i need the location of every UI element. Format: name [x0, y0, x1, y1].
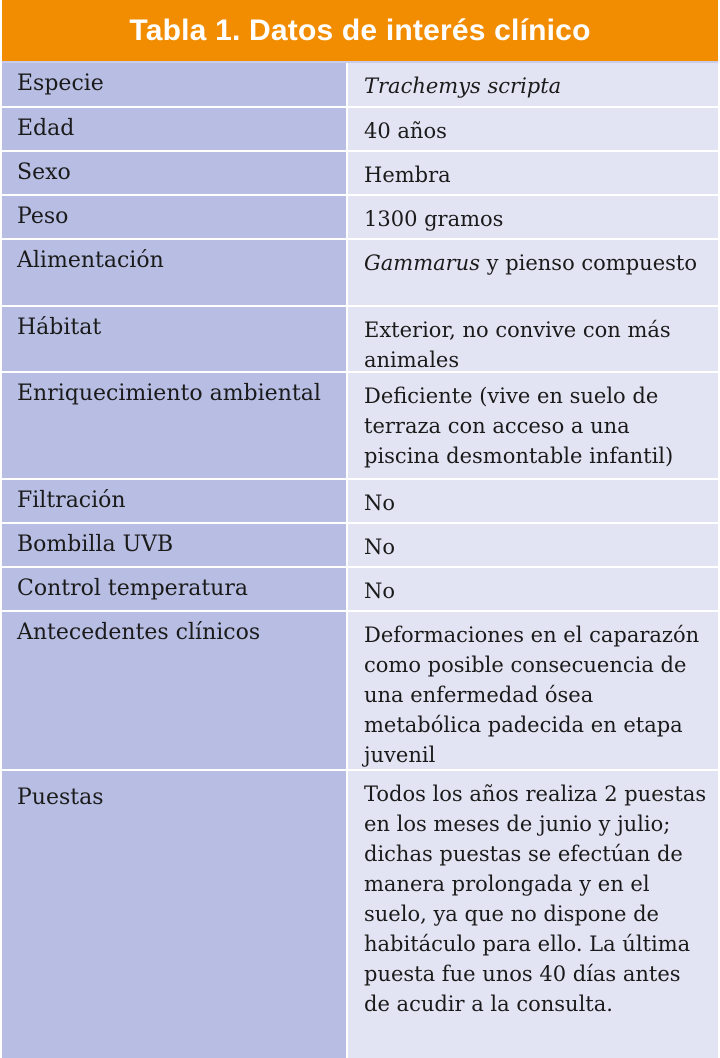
row-label: Alimentación: [2, 240, 346, 305]
row-label: Antecedentes clínicos: [2, 612, 346, 769]
row-label: Enriquecimiento ambiental: [2, 373, 346, 478]
table-row-peso: [2, 196, 718, 240]
row-label: Puestas: [2, 771, 346, 1058]
row-value: No: [346, 524, 718, 566]
row-value: Trachemys scripta: [346, 63, 718, 106]
row-label: Hábitat: [2, 307, 346, 371]
row-label: Bombilla UVB: [2, 524, 346, 566]
row-value: No: [346, 480, 718, 522]
table-row-enriquecimiento: [2, 373, 718, 480]
table-row-control-temperatura: [2, 568, 718, 612]
table-row-bombilla-uvb: [2, 524, 718, 568]
row-value: 1300 gramos: [346, 196, 718, 238]
clinical-data-table: [2, 0, 718, 1058]
row-value: [346, 240, 718, 305]
table-row-alimentacion: [2, 240, 718, 307]
row-value: Todos los años realiza 2 puestas en los meses de junio y julio; dichas puestas se efectúan de manera prolongada y en el suelo, ya que no dispone de habitáculo para ello. La última puesta fue unos 40 días antes de acudir a la consulta.: [346, 771, 718, 1058]
row-value: Deficiente (vive en suelo de terraza con acceso a una piscina desmontable infantil): [346, 373, 718, 478]
table-row-sexo: [2, 152, 718, 196]
row-value: 40 años: [346, 108, 718, 150]
table-row-especie: [2, 63, 718, 108]
row-label: Especie: [2, 63, 346, 106]
row-label: Sexo: [2, 152, 346, 194]
table-body: [2, 63, 718, 1058]
row-value: Deformaciones en el caparazón como posible consecuencia de una enfermedad ósea metabólica padecida en etapa juvenil: [346, 612, 718, 769]
table-row-antecedentes: [2, 612, 718, 771]
row-value: Exterior, no convive con más animales: [346, 307, 718, 371]
row-value: Hembra: [346, 152, 718, 194]
table-row-puestas: [2, 771, 718, 1058]
table-row-filtracion: [2, 480, 718, 524]
row-label: Peso: [2, 196, 346, 238]
table-row-edad: [2, 108, 718, 152]
row-value-rest: y pienso compuesto: [479, 251, 697, 275]
row-label: Control temperatura: [2, 568, 346, 610]
row-value-italic: Gammarus: [364, 251, 480, 275]
table-title: Tabla 1. Datos de interés clínico: [2, 0, 718, 61]
row-value: No: [346, 568, 718, 610]
row-label: Filtración: [2, 480, 346, 522]
row-label: Edad: [2, 108, 346, 150]
table-row-habitat: [2, 307, 718, 373]
